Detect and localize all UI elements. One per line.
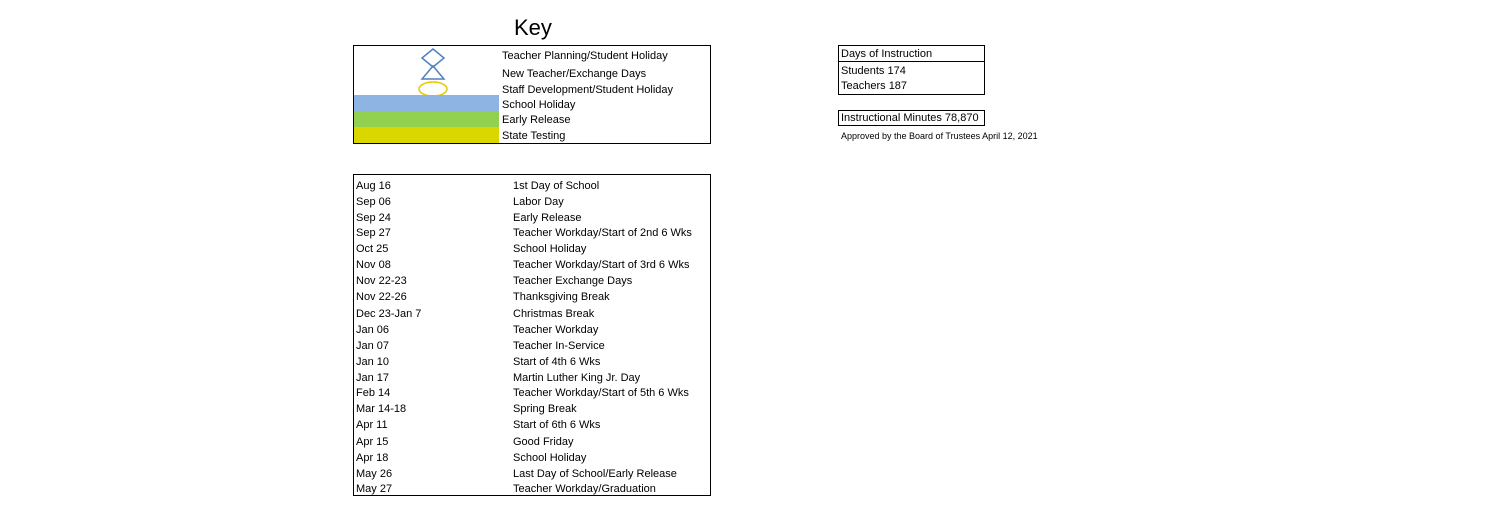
- event-cell: Thanksgiving Break: [513, 291, 610, 303]
- date-cell: Apr 11: [356, 419, 388, 431]
- event-cell: Last Day of School/Early Release: [513, 468, 677, 480]
- state-testing-swatch: [354, 127, 499, 143]
- instruction-heading: Days of Instruction: [841, 48, 933, 60]
- date-cell: Nov 22-23: [356, 275, 407, 287]
- key-label: New Teacher/Exchange Days: [502, 68, 647, 80]
- table-row: [354, 355, 710, 371]
- date-cell: Sep 24: [356, 212, 391, 224]
- teachers-days: Teachers 187: [841, 80, 908, 92]
- date-cell: Apr 18: [356, 452, 389, 464]
- table-row: [354, 195, 710, 211]
- event-cell: Teacher Workday/Start of 3rd 6 Wks: [513, 259, 690, 271]
- table-row: [354, 386, 710, 402]
- date-cell: Jan 06: [356, 324, 390, 336]
- table-row: [354, 339, 710, 355]
- date-cell: Nov 08: [356, 259, 391, 271]
- date-cell: Jan 10: [356, 356, 390, 368]
- date-cell: Jan 17: [356, 372, 390, 384]
- table-row: [354, 226, 710, 242]
- key-title: Key: [514, 15, 552, 40]
- event-cell: Teacher In-Service: [513, 340, 605, 352]
- event-cell: Good Friday: [513, 436, 574, 448]
- instructional-minutes-box: [838, 110, 985, 126]
- event-cell: Early Release: [513, 212, 582, 224]
- event-cell: Teacher Workday/Start of 5th 6 Wks: [513, 387, 689, 399]
- date-cell: Oct 25: [356, 243, 389, 255]
- table-row: [354, 258, 710, 274]
- table-row: [354, 418, 710, 434]
- event-cell: School Holiday: [513, 243, 587, 255]
- date-cell: Mar 14-18: [356, 403, 407, 415]
- key-label: Early Release: [502, 114, 571, 126]
- table-row: [354, 482, 710, 498]
- event-cell: 1st Day of School: [513, 180, 600, 192]
- table-row: [354, 451, 710, 467]
- approval-note: Approved by the Board of Trustees April 12, 2021: [841, 131, 1038, 141]
- date-cell: Apr 15: [356, 436, 389, 448]
- date-cell: May 27: [356, 483, 393, 495]
- triangle-icon: [420, 65, 446, 81]
- event-cell: Teacher Workday/Graduation: [513, 483, 656, 495]
- days-of-instruction-box: [838, 45, 985, 95]
- date-cell: Sep 27: [356, 227, 391, 239]
- key-label: State Testing: [502, 130, 566, 142]
- event-cell: Christmas Break: [513, 308, 595, 320]
- table-row: [354, 371, 710, 387]
- table-row: [354, 290, 710, 306]
- table-row: [354, 307, 710, 323]
- date-cell: May 26: [356, 468, 393, 480]
- school-holiday-swatch: [354, 95, 499, 111]
- event-cell: School Holiday: [513, 452, 587, 464]
- date-cell: Nov 22-26: [356, 291, 407, 303]
- event-cell: Teacher Workday: [513, 324, 599, 336]
- key-label: Staff Development/Student Holiday: [502, 84, 674, 96]
- table-row: [354, 435, 710, 451]
- event-cell: Start of 6th 6 Wks: [513, 419, 601, 431]
- table-row: [354, 242, 710, 258]
- event-cell: Spring Break: [513, 403, 577, 415]
- instructional-minutes: Instructional Minutes 78,870: [841, 112, 979, 124]
- event-cell: Teacher Workday/Start of 2nd 6 Wks: [513, 227, 692, 239]
- date-cell: Aug 16: [356, 180, 391, 192]
- date-cell: Sep 06: [356, 196, 391, 208]
- important-dates-table: [353, 174, 711, 496]
- date-cell: Feb 14: [356, 387, 391, 399]
- event-cell: Start of 4th 6 Wks: [513, 356, 601, 368]
- event-cell: Labor Day: [513, 196, 564, 208]
- date-cell: Jan 07: [356, 340, 390, 352]
- table-row: [354, 211, 710, 227]
- key-legend: [353, 45, 711, 144]
- table-row: [354, 179, 710, 195]
- table-row: [354, 274, 710, 290]
- event-cell: Teacher Exchange Days: [513, 275, 633, 287]
- students-days: Students 174: [841, 65, 906, 77]
- early-release-swatch: [354, 111, 499, 127]
- table-row: [354, 402, 710, 418]
- table-row: [354, 467, 710, 483]
- event-cell: Martin Luther King Jr. Day: [513, 372, 641, 384]
- table-row: [354, 323, 710, 339]
- key-label: Teacher Planning/Student Holiday: [502, 50, 668, 62]
- key-label: School Holiday: [502, 99, 576, 111]
- date-cell: Dec 23-Jan 7: [356, 308, 422, 320]
